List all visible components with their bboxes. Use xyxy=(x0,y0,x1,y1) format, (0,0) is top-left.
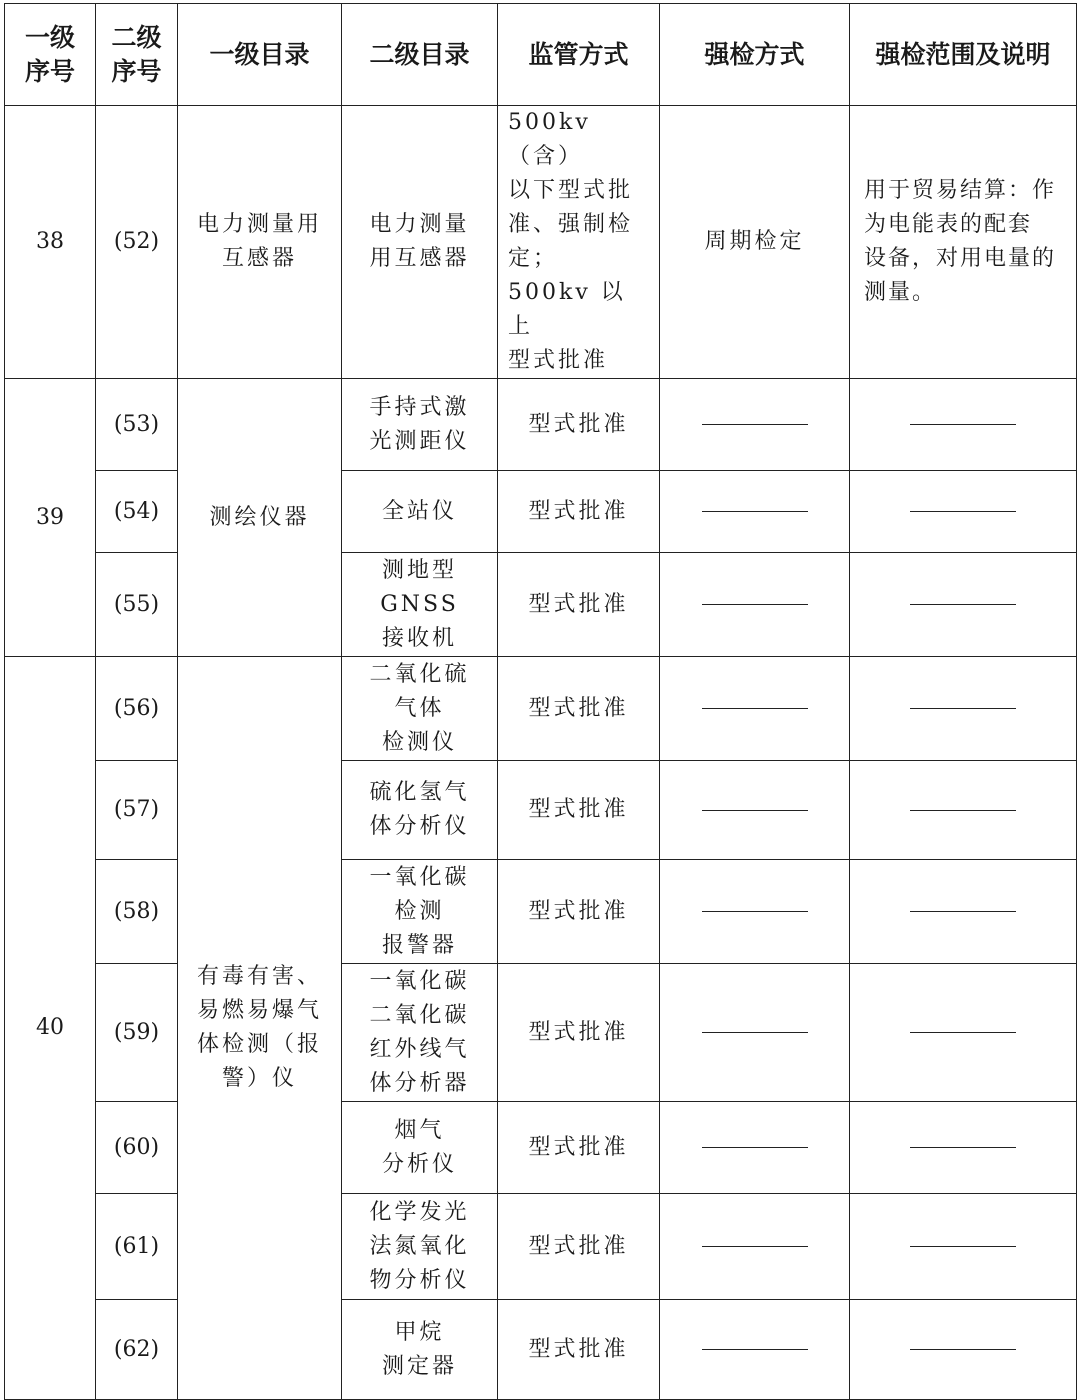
level1-catalog: 测绘仪器 xyxy=(178,379,342,657)
level2-catalog: 手持式激 光测距仪 xyxy=(342,379,498,471)
level2-number: (53) xyxy=(96,379,178,471)
supervision-method: 型式批准 xyxy=(498,1194,660,1300)
header-level2-catalog: 二级目录 xyxy=(342,4,498,106)
inspection-method xyxy=(660,1102,850,1194)
level2-number: (57) xyxy=(96,761,178,860)
dash-line xyxy=(910,511,1016,512)
header-scope-description: 强检范围及说明 xyxy=(850,4,1077,106)
level2-catalog: 甲烷 测定器 xyxy=(342,1300,498,1400)
inspection-method xyxy=(660,964,850,1102)
table-row xyxy=(5,106,1077,379)
supervision-method: 型式批准 xyxy=(498,471,660,553)
inspection-method xyxy=(660,761,850,860)
table-row xyxy=(5,1102,1077,1194)
inspection-method xyxy=(660,860,850,964)
level2-catalog: 硫化氢气 体分析仪 xyxy=(342,761,498,860)
supervision-method: 500kv（含） 以下型式批 准、强制检 定； 500kv 以上 型式批准 xyxy=(498,106,660,379)
dash-line xyxy=(702,424,808,425)
scope-description xyxy=(850,964,1077,1102)
supervision-method: 型式批准 xyxy=(498,379,660,471)
inspection-method xyxy=(660,657,850,761)
scope-description xyxy=(850,1194,1077,1300)
dash-line xyxy=(910,1246,1016,1247)
supervision-method: 型式批准 xyxy=(498,964,660,1102)
dash-line xyxy=(702,1032,808,1033)
scope-description xyxy=(850,1102,1077,1194)
dash-line xyxy=(910,424,1016,425)
dash-line xyxy=(702,810,808,811)
scope-description xyxy=(850,860,1077,964)
level2-number: (61) xyxy=(96,1194,178,1300)
dash-line xyxy=(910,911,1016,912)
level2-catalog: 一氧化碳 二氧化碳 红外线气 体分析器 xyxy=(342,964,498,1102)
dash-line xyxy=(910,604,1016,605)
level2-catalog: 二氧化硫 气体 检测仪 xyxy=(342,657,498,761)
header-level1-catalog: 一级目录 xyxy=(178,4,342,106)
inspection-method xyxy=(660,1194,850,1300)
level2-catalog: 测地型 GNSS 接收机 xyxy=(342,553,498,657)
catalog-table xyxy=(4,3,1077,1400)
table-row xyxy=(5,553,1077,657)
level2-catalog: 烟气 分析仪 xyxy=(342,1102,498,1194)
scope-description: 用于贸易结算：作 为电能表的配套 设备，对用电量的 测量。 xyxy=(850,106,1077,379)
inspection-method xyxy=(660,379,850,471)
level2-number: (55) xyxy=(96,553,178,657)
level1-number: 40 xyxy=(5,657,96,1400)
header-inspection-method: 强检方式 xyxy=(660,4,850,106)
header-supervision-method: 监管方式 xyxy=(498,4,660,106)
level1-catalog: 有毒有害、 易燃易爆气 体检测（报 警）仪 xyxy=(178,657,342,1400)
supervision-method: 型式批准 xyxy=(498,860,660,964)
level1-number: 38 xyxy=(5,106,96,379)
supervision-method: 型式批准 xyxy=(498,553,660,657)
dash-line xyxy=(702,1246,808,1247)
dash-line xyxy=(910,810,1016,811)
dash-line xyxy=(910,1032,1016,1033)
table-row xyxy=(5,657,1077,761)
level2-catalog: 全站仪 xyxy=(342,471,498,553)
scope-description xyxy=(850,1300,1077,1400)
table-row xyxy=(5,471,1077,553)
level2-catalog: 电力测量 用互感器 xyxy=(342,106,498,379)
supervision-method: 型式批准 xyxy=(498,1300,660,1400)
table-row xyxy=(5,964,1077,1102)
table-row xyxy=(5,1194,1077,1300)
dash-line xyxy=(702,604,808,605)
dash-line xyxy=(702,1349,808,1350)
inspection-method xyxy=(660,553,850,657)
scope-description xyxy=(850,553,1077,657)
level2-catalog: 一氧化碳 检测 报警器 xyxy=(342,860,498,964)
supervision-method: 型式批准 xyxy=(498,761,660,860)
scope-description xyxy=(850,471,1077,553)
dash-line xyxy=(910,1147,1016,1148)
dash-line xyxy=(702,511,808,512)
level2-number: (60) xyxy=(96,1102,178,1194)
level2-number: (52) xyxy=(96,106,178,379)
header-level1-number: 一级 序号 xyxy=(5,4,96,106)
dash-line xyxy=(910,1349,1016,1350)
level2-catalog: 化学发光 法氮氧化 物分析仪 xyxy=(342,1194,498,1300)
level2-number: (58) xyxy=(96,860,178,964)
level2-number: (54) xyxy=(96,471,178,553)
table-row xyxy=(5,860,1077,964)
header-level2-number: 二级 序号 xyxy=(96,4,178,106)
dash-line xyxy=(702,1147,808,1148)
table-row xyxy=(5,1300,1077,1400)
supervision-method: 型式批准 xyxy=(498,657,660,761)
table-row xyxy=(5,761,1077,860)
header-row xyxy=(5,4,1077,106)
scope-description xyxy=(850,657,1077,761)
dash-line xyxy=(910,708,1016,709)
inspection-method xyxy=(660,1300,850,1400)
scope-description xyxy=(850,761,1077,860)
supervision-method: 型式批准 xyxy=(498,1102,660,1194)
dash-line xyxy=(702,708,808,709)
inspection-method: 周期检定 xyxy=(660,106,850,379)
level1-catalog: 电力测量用 互感器 xyxy=(178,106,342,379)
scope-description xyxy=(850,379,1077,471)
dash-line xyxy=(702,911,808,912)
inspection-method xyxy=(660,471,850,553)
level1-number: 39 xyxy=(5,379,96,657)
level2-number: (62) xyxy=(96,1300,178,1400)
table-row xyxy=(5,379,1077,471)
level2-number: (59) xyxy=(96,964,178,1102)
level2-number: (56) xyxy=(96,657,178,761)
